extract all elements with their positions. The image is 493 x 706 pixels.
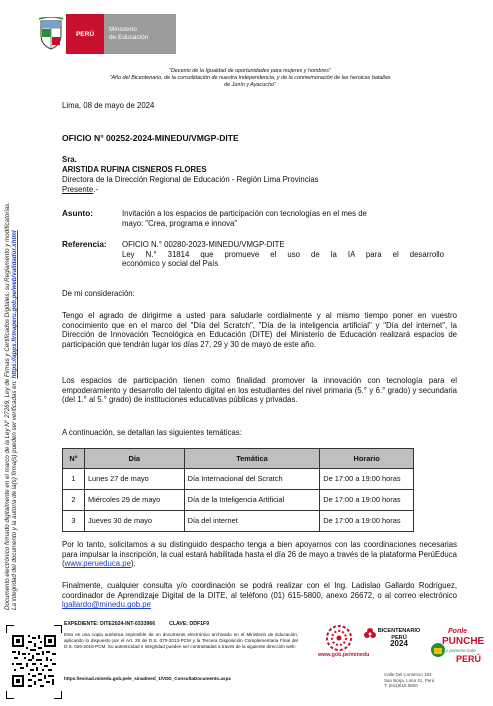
- ponle-punche-logo: [428, 626, 486, 674]
- signature-note-line2: [11, 10, 18, 610]
- cell-schedule: De 17:00 a 19:00 horas: [320, 490, 414, 511]
- qr-code-block: [6, 625, 62, 699]
- ministry-address: [384, 672, 434, 689]
- asunto-line1: Invitación a los espacios de participación con tecnologías en el mes de: [122, 209, 367, 218]
- header-topic: Temática: [184, 449, 320, 469]
- punche-word-1: Ponle: [448, 628, 468, 635]
- referencia-line3: económico y social del País: [122, 259, 219, 269]
- ministry-line2: de Educación: [109, 34, 149, 41]
- table-row: [63, 490, 414, 511]
- validator-link[interactable]: https://apps.firmaperu.gob.pe/web/validador.xhtml: [11, 230, 19, 379]
- recipient-position: Directora de la Dirección Regional de Educación - Región Lima Provincias: [62, 175, 319, 184]
- asunto-text: [122, 209, 367, 228]
- perueduca-link[interactable]: www.perueduca.pe: [64, 559, 131, 569]
- table-row: [63, 511, 414, 532]
- paragraph-4-end: ).: [130, 559, 136, 569]
- minedu-logo: [36, 14, 176, 54]
- referencia-line1: OFICIO N.° 00280-2023-MINEDU/VMGP-DITE: [122, 240, 285, 249]
- cell-number: 2: [63, 490, 85, 511]
- cell-topic: Día Internacional del Scratch: [184, 469, 320, 490]
- cell-number: 1: [63, 469, 85, 490]
- ministry-label: [104, 14, 176, 54]
- minedu-swirl-icon: [322, 624, 356, 652]
- gob-url: www.gob.pe/minedu: [318, 652, 370, 658]
- presente-label: Presente: [62, 185, 94, 194]
- table-header-row: [63, 449, 414, 469]
- signature-sidebar: [0, 0, 22, 620]
- cell-topic: Día del internet: [184, 511, 320, 532]
- recipient-title: Sra.: [62, 155, 77, 164]
- asunto-line2: mayo: "Crea, programa e innova": [122, 218, 238, 228]
- paragraph-3: A continuación, se detallan las siguientes temáticas:: [62, 428, 242, 437]
- clave: CLAVE: DDF1F9: [169, 621, 210, 627]
- cell-day: Jueves 30 de mayo: [84, 511, 184, 532]
- bicentenario-logo: [372, 628, 426, 648]
- punche-word-3: y ponerse todo: [446, 648, 476, 653]
- presente-separator: .-: [93, 185, 98, 194]
- ministry-line1: Ministerio: [109, 26, 137, 33]
- signature-note-text: La integridad del documento y la autoría de la(s) firma(s) pueden ser verificadas en:: [11, 378, 19, 610]
- decenio-line2: "Año del Bicentenario, de la consolidación de nuestra Independencia, y de la conmemoración de las heroicas batallas: [109, 75, 391, 81]
- decenio-text: [60, 68, 440, 89]
- schedule-table: [62, 448, 414, 532]
- corner-mark: [6, 625, 14, 633]
- qr-code-icon: [12, 635, 56, 687]
- paragraph-4-text: Por lo tanto, solicitamos a su distinguido despacho tenga a bien apoyarnos con las coordinaciones necesarias para impulsar la inscripción, la cual estará habilitada hasta el día 26 de mayo a través de la plataforma PerúEduca (: [62, 540, 457, 569]
- authenticity-note: Esto es una copia auténtica imprimible de un documento electrónico archivado en el Ministerio de Educación, aplicando lo dispuesto por el Art. 25 de D.S. 070-2013-PCM y la Tercera Disposición Complementaria Final del D.S. 026-2016-PCM. Su autenticidad e integridad pueden ser contrastadas a través de la siguiente dirección web:: [64, 632, 298, 649]
- expediente-number: EXPEDIENTE: DITE2024-INT-0333966: [64, 621, 156, 627]
- expediente-info: [64, 621, 209, 627]
- header-day: Día: [84, 449, 184, 469]
- signature-note: [4, 10, 19, 610]
- oficio-number: OFICIO N° 00252-2024-MINEDU/VMGP-DITE: [62, 133, 239, 143]
- coat-of-arms-icon: [36, 14, 66, 54]
- referencia-line2: Ley N.° 31814 que promueve el uso de la IA para el desarrollo: [122, 249, 444, 259]
- referencia-label: Referencia:: [62, 240, 107, 249]
- verification-url[interactable]: https://esinad.minedu.gob.pe/e_sinadmed_1/VDD_ConsultaDocumento.aspx: [64, 676, 231, 681]
- cell-schedule: De 17:00 a 19:00 horas: [320, 511, 414, 532]
- decenio-line1: "Decenio de la Igualdad de oportunidades para mujeres y hombres": [169, 68, 331, 74]
- address-line2: San Borja, Lima 41, Perú: [384, 677, 435, 683]
- punche-word-4: PERÚ: [456, 654, 482, 664]
- asunto-label: Asunto:: [62, 209, 93, 218]
- bicentenario-label: BICENTENARIO: [377, 628, 421, 634]
- address-line1: Calle Del Comercio 193: [384, 672, 432, 677]
- recipient-name: ARISTIDA RUFINA CISNEROS FLORES: [62, 165, 207, 174]
- header-number: N°: [63, 449, 85, 469]
- salutation: De mi consideración:: [62, 289, 135, 298]
- signature-note-line1: Documento electrónico firmado digitalmente en el marco de la Ley N° 27269, Ley de Firmas y Certificados Digitales, su Reglamento y modificatorias.: [4, 202, 11, 610]
- email-link[interactable]: lgallardo@minedu.gob.pe: [62, 600, 151, 610]
- paragraph-5-text: Finalmente, cualquier consulta y/o coordinación se podrá realizar con el Ing. Ladislao Gallardo Rodríguez, coordinador de Aprendizaje Digital de la DITE, al teléfono (01) 615-5800, anexo 26672, o al correo electrónico: [62, 581, 457, 600]
- header-schedule: Horario: [320, 449, 414, 469]
- cell-day: Lunes 27 de mayo: [84, 469, 184, 490]
- cell-day: Miércoles 29 de mayo: [84, 490, 184, 511]
- referencia-text: [122, 240, 444, 269]
- cell-topic: Día de la Inteligencia Artificial: [184, 490, 320, 511]
- decenio-line3: de Junín y Ayacucho": [224, 82, 276, 88]
- presente: [62, 185, 457, 195]
- bicentenario-peru: PERÚ: [391, 634, 407, 641]
- table-row: [63, 469, 414, 490]
- paragraph-2: Los espacios de participación tienen como finalidad promover la innovación con tecnología para el empoderamiento y desarrollo del talento digital en los estudiantes del nivel primaria (5.° y 6.° grado) y secundaria (del 1.° al 5.° grado) de instituciones educativas públicas y privadas.: [62, 376, 457, 405]
- paragraph-5: [62, 581, 457, 610]
- paragraph-1: Tengo el agrado de dirigirme a usted para saludarle cordialmente y al mismo tiempo poner en vuestro conocimiento que en el marco del "Día del Scratch", "Día de la inteligencia artificial" y "Día del internet", la Dirección de Innovación Tecnológica en Educación (DITE) del Ministerio de Educación realizará espacios de participación que tendrán lugar los días 27, 29 y 30 de mayo de este año.: [62, 311, 457, 349]
- punche-word-2: PUNCHE: [442, 636, 485, 647]
- corner-mark: [54, 691, 62, 699]
- bicentenario-year: 2024: [390, 639, 408, 649]
- cell-number: 3: [63, 511, 85, 532]
- corner-mark: [6, 691, 14, 699]
- cell-schedule: De 17:00 a 19:00 horas: [320, 469, 414, 490]
- peru-label: PERÚ: [66, 14, 104, 54]
- date: Lima, 08 de mayo de 2024: [62, 101, 155, 110]
- corner-mark: [54, 625, 62, 633]
- phone: T: (511)615 5800: [384, 683, 418, 689]
- paragraph-4: [62, 540, 457, 569]
